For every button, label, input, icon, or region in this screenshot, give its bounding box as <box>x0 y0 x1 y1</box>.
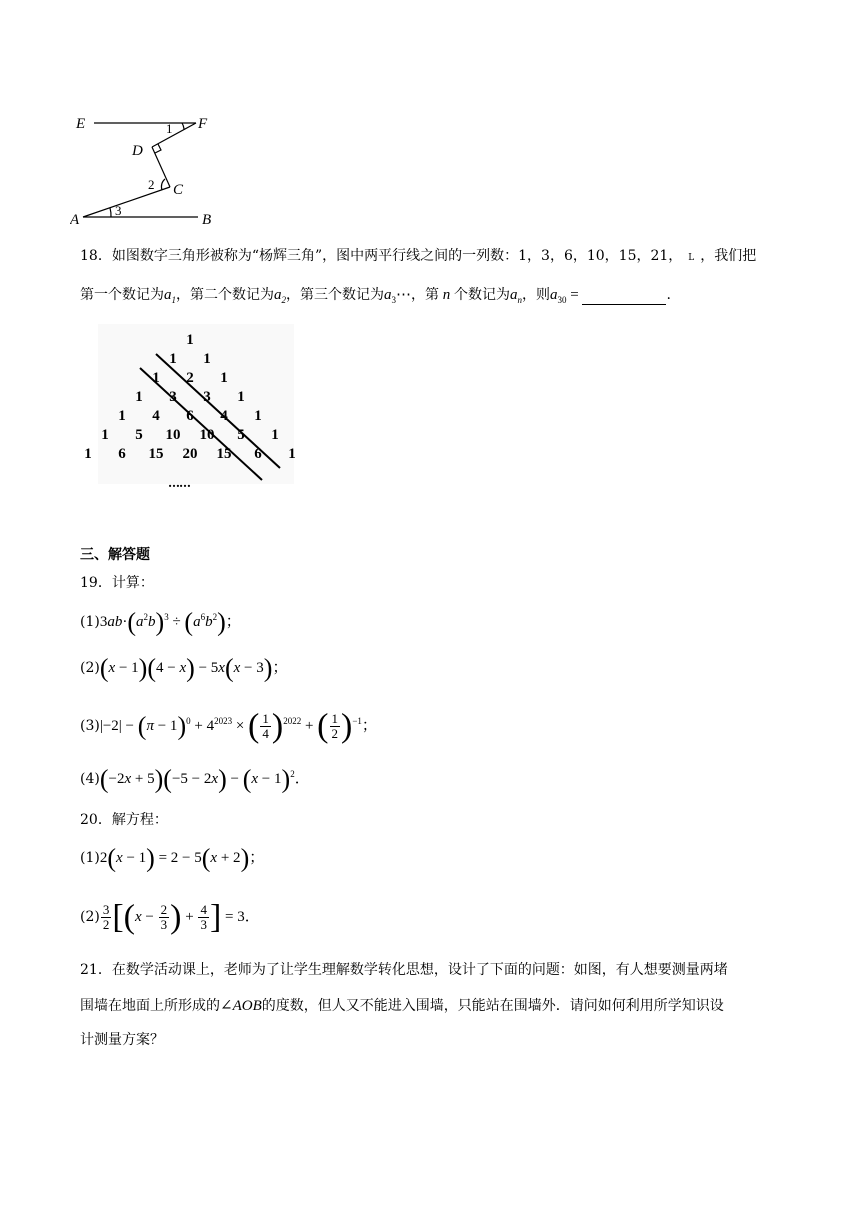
a30-equation: $a_{30}$ = <box>550 287 583 305</box>
q18-text-2a: 第一个数记为 <box>80 287 164 303</box>
pascal-number: 5 <box>237 427 245 443</box>
pascal-number: 15 <box>148 446 164 462</box>
a1-symbol: $a_1$ <box>164 287 176 305</box>
pascal-number: 1 <box>84 446 92 462</box>
pascal-number: 5 <box>135 427 143 443</box>
answer-blank[interactable] <box>582 290 666 305</box>
question-21-line-2 <box>80 996 724 1016</box>
expression: $|-2| - (\pi - 1)^0 + 4^{2023}$ × ( $\frac{1}{4}$ )$^{2022}$ + ( $\frac{1}{2}$ )$^{-1}$； <box>99 707 377 745</box>
q18-glyph: L <box>688 253 695 263</box>
pascal-number: 1 <box>254 408 262 424</box>
expression: (x − 1)(4 − x) − 5x(x − 3)； <box>99 653 288 683</box>
question-20-title: 20．解方程： <box>80 812 168 828</box>
angle-aob: ∠AOB <box>220 998 262 1014</box>
pascal-number: 2 <box>186 370 194 386</box>
label-c: C <box>173 182 184 198</box>
item-number: (1) <box>80 850 100 866</box>
label-f: F <box>198 116 208 132</box>
q18-text-2c: ，第三个数记为 <box>286 287 384 303</box>
question-21-line-1: 21．在数学活动课上，老师为了让学生理解数学转化思想，设计了下面的问题：如图，有人想要测量两堵 <box>80 962 728 978</box>
angle-label-3: 3 <box>115 203 122 218</box>
pascal-number: 1 <box>169 351 177 367</box>
pascal-number: 1 <box>237 389 245 405</box>
q18-text-2d: ，第 <box>411 287 439 303</box>
item-number: (2) <box>80 660 100 676</box>
pascal-number: 1 <box>135 389 143 405</box>
equation: 2(x − 1) = 2 − 5(x + 2)； <box>99 843 265 873</box>
angle-label-1: 1 <box>166 121 173 136</box>
q20-item-2 <box>80 898 260 936</box>
angle-arc-3 <box>110 208 111 217</box>
expression: $(-2x + 5)(-5 - 2x) - (x - 1)^2$． <box>99 764 310 794</box>
q20-item-1 <box>80 843 265 873</box>
item-number: (2) <box>80 908 100 925</box>
q19-item-1 <box>80 607 241 637</box>
q21-text-2a: 围墙在地面上所形成的 <box>80 998 220 1014</box>
q19-item-3 <box>80 707 377 745</box>
pascal-number: 10 <box>165 427 181 443</box>
pascal-number: 1 <box>220 370 228 386</box>
geometry-figure <box>70 108 230 233</box>
angle-label-2: 2 <box>148 177 155 192</box>
pascal-number: 1 <box>152 370 160 386</box>
item-number: (3) <box>80 717 100 734</box>
item-number: (4) <box>80 771 100 787</box>
segment-fd <box>152 123 196 147</box>
angle-arc-1 <box>182 123 184 130</box>
label-a: A <box>70 212 80 228</box>
pascal-number: 15 <box>216 446 232 462</box>
a2-symbol: $a_2$ <box>274 287 286 305</box>
pascal-number: 1 <box>101 427 109 443</box>
expression: $3ab\cdot(a^2b)^3 \div (a^6b^2)$； <box>99 607 241 637</box>
pascal-number: 4 <box>152 408 160 424</box>
segment-dc <box>152 147 170 187</box>
question-18-line-2 <box>80 285 671 305</box>
pascal-number: 20 <box>182 446 198 462</box>
pascal-number: 3 <box>203 389 211 405</box>
label-b: B <box>202 212 212 228</box>
pascal-number: 6 <box>254 446 262 462</box>
q18-text-1: 18．如图数字三角形被称为“杨辉三角”，图中两平行线之间的一列数：1，3，6，10，15，21， <box>80 248 683 264</box>
pascal-triangle-figure <box>80 318 320 498</box>
pascal-number: 3 <box>169 389 177 405</box>
an-symbol: $a_n$ <box>510 287 522 305</box>
label-e: E <box>76 116 86 132</box>
q18-text-1-tail: ，我们把 <box>700 248 757 264</box>
q19-item-4 <box>80 764 310 794</box>
q18-text-2g: . <box>666 287 671 303</box>
pascal-number: 1 <box>203 351 211 367</box>
q18-text-2e: 个数记为 <box>454 287 510 303</box>
label-d: D <box>132 143 143 159</box>
item-number: (1) <box>80 614 100 630</box>
pascal-number: 1 <box>186 332 194 348</box>
n-symbol: n <box>439 287 454 303</box>
pascal-number: 6 <box>118 446 126 462</box>
segment-ca <box>83 187 170 217</box>
a3-symbol: $a_3\cdots$ <box>384 287 411 305</box>
question-18-line-1 <box>80 246 756 268</box>
question-21-line-3: 计测量方案？ <box>80 1032 164 1048</box>
pascal-ellipsis: …… <box>168 476 190 490</box>
pascal-number: 1 <box>288 446 296 462</box>
q19-item-2 <box>80 653 288 683</box>
pascal-number: 1 <box>118 408 126 424</box>
pascal-number: 4 <box>220 408 228 424</box>
q18-text-2f: ，则 <box>522 287 550 303</box>
section-title: 三、解答题 <box>80 547 150 563</box>
q18-text-2b: ，第二个数记为 <box>176 287 274 303</box>
question-19-title: 19．计算： <box>80 575 154 591</box>
equation: $\frac{3}{2}$ [(x − $\frac{2}{3}$ ) + $\frac{4}{3}$ ] = 3． <box>102 898 260 936</box>
pascal-number: 1 <box>271 427 279 443</box>
pascal-number: 10 <box>199 427 215 443</box>
q21-text-2b: 的度数，但人又不能进入围墙，只能站在围墙外．请问如何利用所学知识设 <box>261 998 724 1014</box>
pascal-number: 6 <box>186 408 194 424</box>
